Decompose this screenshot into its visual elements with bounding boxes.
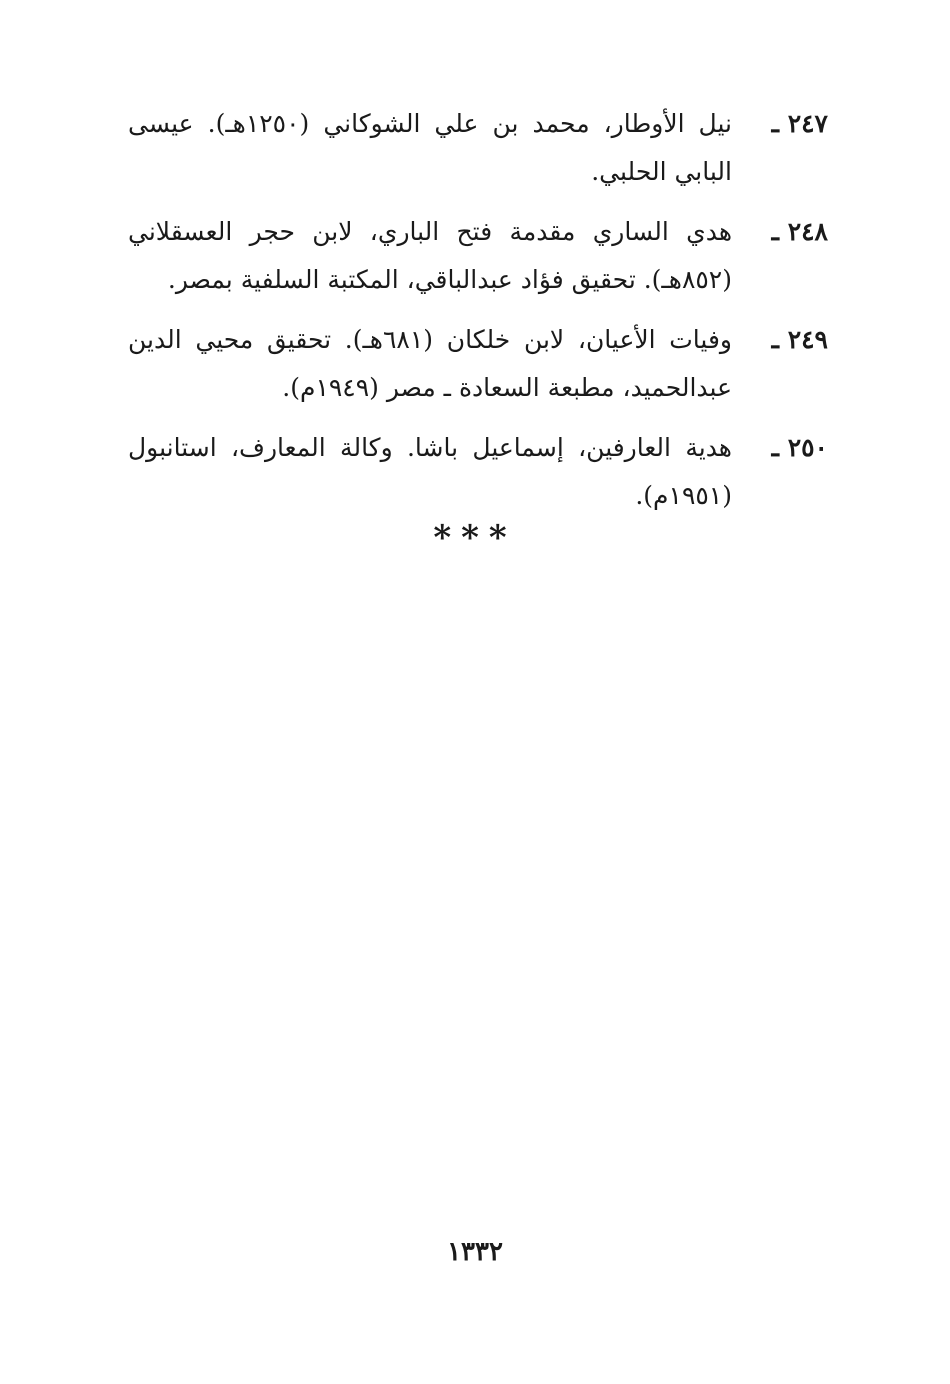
bibliography-list — [128, 100, 828, 532]
section-separator: *** — [433, 518, 517, 558]
entry-text: هدي الساري مقدمة فتح الباري، لابن حجر العسقلاني (٨٥٢هـ). تحقيق فؤاد عبدالباقي، المكتبة السلفية بمصر. — [128, 217, 732, 294]
entry-number: ٢٤٨ ـ — [771, 217, 828, 246]
entry-text: نيل الأوطار، محمد بن علي الشوكاني (١٢٥٠هـ). عيسى البابي الحلبي. — [128, 109, 732, 186]
entry-number: ٢٥٠ ـ — [771, 433, 828, 462]
entry-text: هدية العارفين، إسماعيل باشا. وكالة المعارف، استانبول (١٩٥١م). — [128, 433, 732, 510]
entry-text: وفيات الأعيان، لابن خلكان (٦٨١هـ). تحقيق محيي الدين عبدالحميد، مطبعة السعادة ـ مصر (١٩٤٩م). — [128, 325, 732, 402]
bibliography-entry — [128, 424, 828, 520]
bibliography-entry — [128, 316, 828, 412]
entry-number: ٢٤٧ ـ — [771, 109, 828, 138]
page-number: ١٣٣٢ — [447, 1237, 503, 1267]
bibliography-entry — [128, 100, 828, 196]
bibliography-entry — [128, 208, 828, 304]
entry-number: ٢٤٩ ـ — [771, 325, 828, 354]
